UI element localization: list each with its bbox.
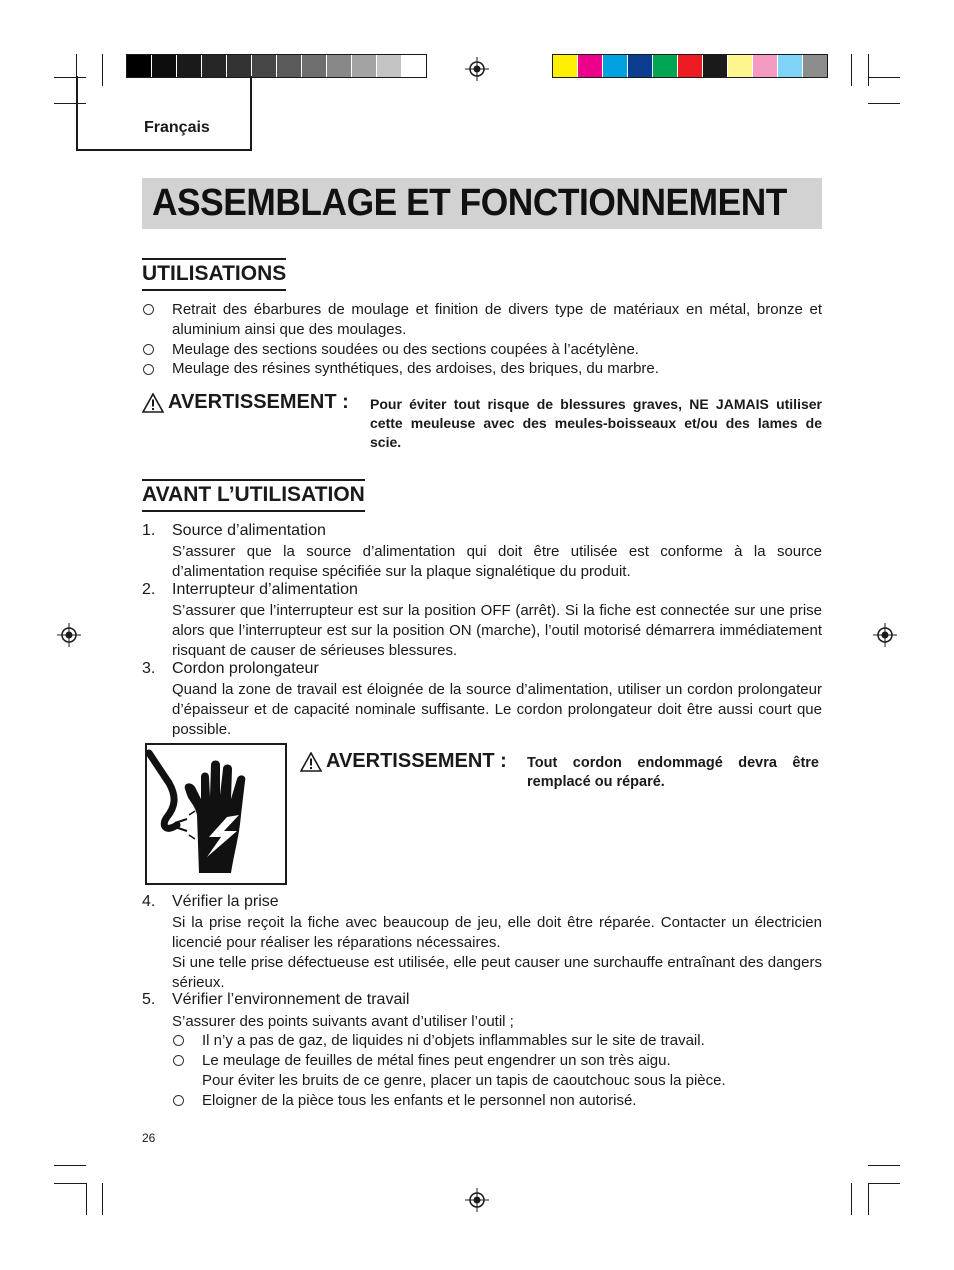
item-title: Cordon prolongateur bbox=[172, 660, 319, 677]
bullet-circle-icon bbox=[173, 1055, 184, 1066]
crop-mark bbox=[868, 1183, 869, 1215]
crop-mark bbox=[54, 1165, 86, 1166]
item-number: 4. bbox=[142, 893, 156, 910]
crop-mark bbox=[868, 1183, 900, 1184]
color-swatch bbox=[753, 55, 778, 77]
item-body-continued: Si une telle prise défectueuse est utilisée, elle peut causer une surchauffe entraînant des dangers sérieux. bbox=[172, 954, 822, 991]
gray-swatch bbox=[352, 55, 377, 77]
bullet-circle-icon bbox=[173, 1095, 184, 1106]
registration-mark-icon bbox=[57, 623, 81, 647]
color-swatch bbox=[678, 55, 703, 77]
gray-swatch bbox=[277, 55, 302, 77]
item-title: Interrupteur d’alimentation bbox=[172, 581, 358, 598]
crop-mark bbox=[868, 103, 900, 104]
item-title: Vérifier l’environnement de travail bbox=[172, 991, 410, 1008]
list-item: Eloigner de la pièce tous les enfants et le personnel non autorisé. bbox=[202, 1092, 637, 1109]
color-swatch bbox=[703, 55, 728, 77]
gray-swatch bbox=[252, 55, 277, 77]
color-swatch bbox=[553, 55, 578, 77]
list-item: Retrait des ébarbures de moulage et finition de divers type de matériaux en métal, bronze et aluminium ainsi que des moulages. bbox=[172, 301, 822, 338]
gray-swatch bbox=[152, 55, 177, 77]
registration-mark-icon bbox=[465, 57, 489, 81]
color-swatch bbox=[653, 55, 678, 77]
gray-swatch bbox=[202, 55, 227, 77]
item-body: S’assurer que l’interrupteur est sur la position OFF (arrêt). Si la fiche est connectée sur une prise alors que l’interrupteur est sur la position ON (marche), l’outil motorisé démarrera immédiatement risquant de causer de sérieuses blessures. bbox=[172, 602, 822, 659]
gray-swatch bbox=[327, 55, 352, 77]
item-number: 3. bbox=[142, 660, 156, 677]
item-number: 5. bbox=[142, 991, 156, 1008]
item-body: S’assurer que la source d’alimentation qui doit être utilisée est conforme à la source d’alimentation requise spécifiée sur la plaque signalétique du produit. bbox=[172, 543, 822, 580]
language-label: Français bbox=[144, 119, 210, 136]
item-number: 2. bbox=[142, 581, 156, 598]
warning-triangle-icon bbox=[142, 393, 164, 413]
gray-swatch bbox=[177, 55, 202, 77]
page-title: ASSEMBLAGE ET FONCTIONNEMENT bbox=[152, 182, 787, 224]
section-heading-utilisations: UTILISATIONS bbox=[142, 258, 286, 291]
color-swatch bbox=[728, 55, 753, 77]
item-number: 1. bbox=[142, 522, 156, 539]
page-number: 26 bbox=[142, 1131, 156, 1145]
electric-shock-hand-icon bbox=[147, 745, 285, 883]
warning-label-text: AVERTISSEMENT : bbox=[168, 391, 349, 413]
page-title-bar bbox=[142, 178, 822, 229]
item-title: Vérifier la prise bbox=[172, 893, 279, 910]
cord-warning-text: Tout cordon endommagé devra être remplacé ou réparé. bbox=[527, 755, 819, 790]
color-swatch bbox=[778, 55, 803, 77]
crop-mark bbox=[868, 54, 869, 86]
gray-swatch bbox=[402, 55, 426, 77]
cord-warning-label bbox=[300, 750, 507, 773]
list-item-continued: Pour éviter les bruits de ce genre, placer un tapis de caoutchouc sous la pièce. bbox=[202, 1072, 726, 1089]
color-swatch bbox=[603, 55, 628, 77]
bullet-circle-icon bbox=[173, 1035, 184, 1046]
list-item: Il n’y a pas de gaz, de liquides ni d’objets inflammables sur le site de travail. bbox=[202, 1032, 705, 1049]
color-swatch bbox=[628, 55, 653, 77]
crop-mark bbox=[868, 77, 900, 78]
section-heading-avant: AVANT L’UTILISATION bbox=[142, 479, 365, 512]
item-title: Source d’alimentation bbox=[172, 522, 326, 539]
warning-label-text: AVERTISSEMENT : bbox=[326, 750, 507, 772]
item-body: Quand la zone de travail est éloignée de la source d’alimentation, utiliser un cordon prolongateur d’épaisseur et de capacité nominale suffisante. Le cordon prolongateur doit être aussi court que possible. bbox=[172, 681, 822, 738]
item-body: Si la prise reçoit la fiche avec beaucoup de jeu, elle doit être réparée. Contacter un électricien licencié pour réaliser les réparations nécessaires. bbox=[172, 914, 822, 951]
warning-label bbox=[142, 391, 349, 414]
crop-mark bbox=[54, 1183, 86, 1184]
gray-swatch bbox=[302, 55, 327, 77]
crop-mark bbox=[851, 1183, 852, 1215]
bullet-circle-icon bbox=[143, 304, 154, 315]
warning-triangle-icon bbox=[300, 752, 322, 772]
electric-shock-pictogram bbox=[145, 743, 287, 885]
list-item: Meulage des sections soudées ou des sections coupées à l’acétylène. bbox=[172, 341, 639, 358]
gray-swatch bbox=[127, 55, 152, 77]
crop-mark bbox=[868, 1165, 900, 1166]
registration-mark-icon bbox=[465, 1188, 489, 1212]
bullet-circle-icon bbox=[143, 364, 154, 375]
crop-mark bbox=[102, 1183, 103, 1215]
color-swatch-strip bbox=[552, 54, 828, 78]
color-swatch bbox=[578, 55, 603, 77]
registration-mark-icon bbox=[873, 623, 897, 647]
language-tab bbox=[76, 76, 252, 151]
list-item: Le meulage de feuilles de métal fines peut engendrer un son très aigu. bbox=[202, 1052, 671, 1069]
gray-swatch bbox=[377, 55, 402, 77]
gray-swatch-strip bbox=[126, 54, 427, 78]
list-item: Meulage des résines synthétiques, des ardoises, des briques, du marbre. bbox=[172, 360, 659, 377]
bullet-circle-icon bbox=[143, 344, 154, 355]
gray-swatch bbox=[227, 55, 252, 77]
item-body: S’assurer des points suivants avant d’utiliser l’outil ; bbox=[172, 1013, 514, 1030]
warning-text: Pour éviter tout risque de blessures graves, NE JAMAIS utiliser cette meuleuse avec des meules-boisseaux et/ou des lames de scie. bbox=[370, 396, 822, 450]
crop-mark bbox=[86, 1183, 87, 1215]
color-swatch bbox=[803, 55, 827, 77]
crop-mark bbox=[851, 54, 852, 86]
